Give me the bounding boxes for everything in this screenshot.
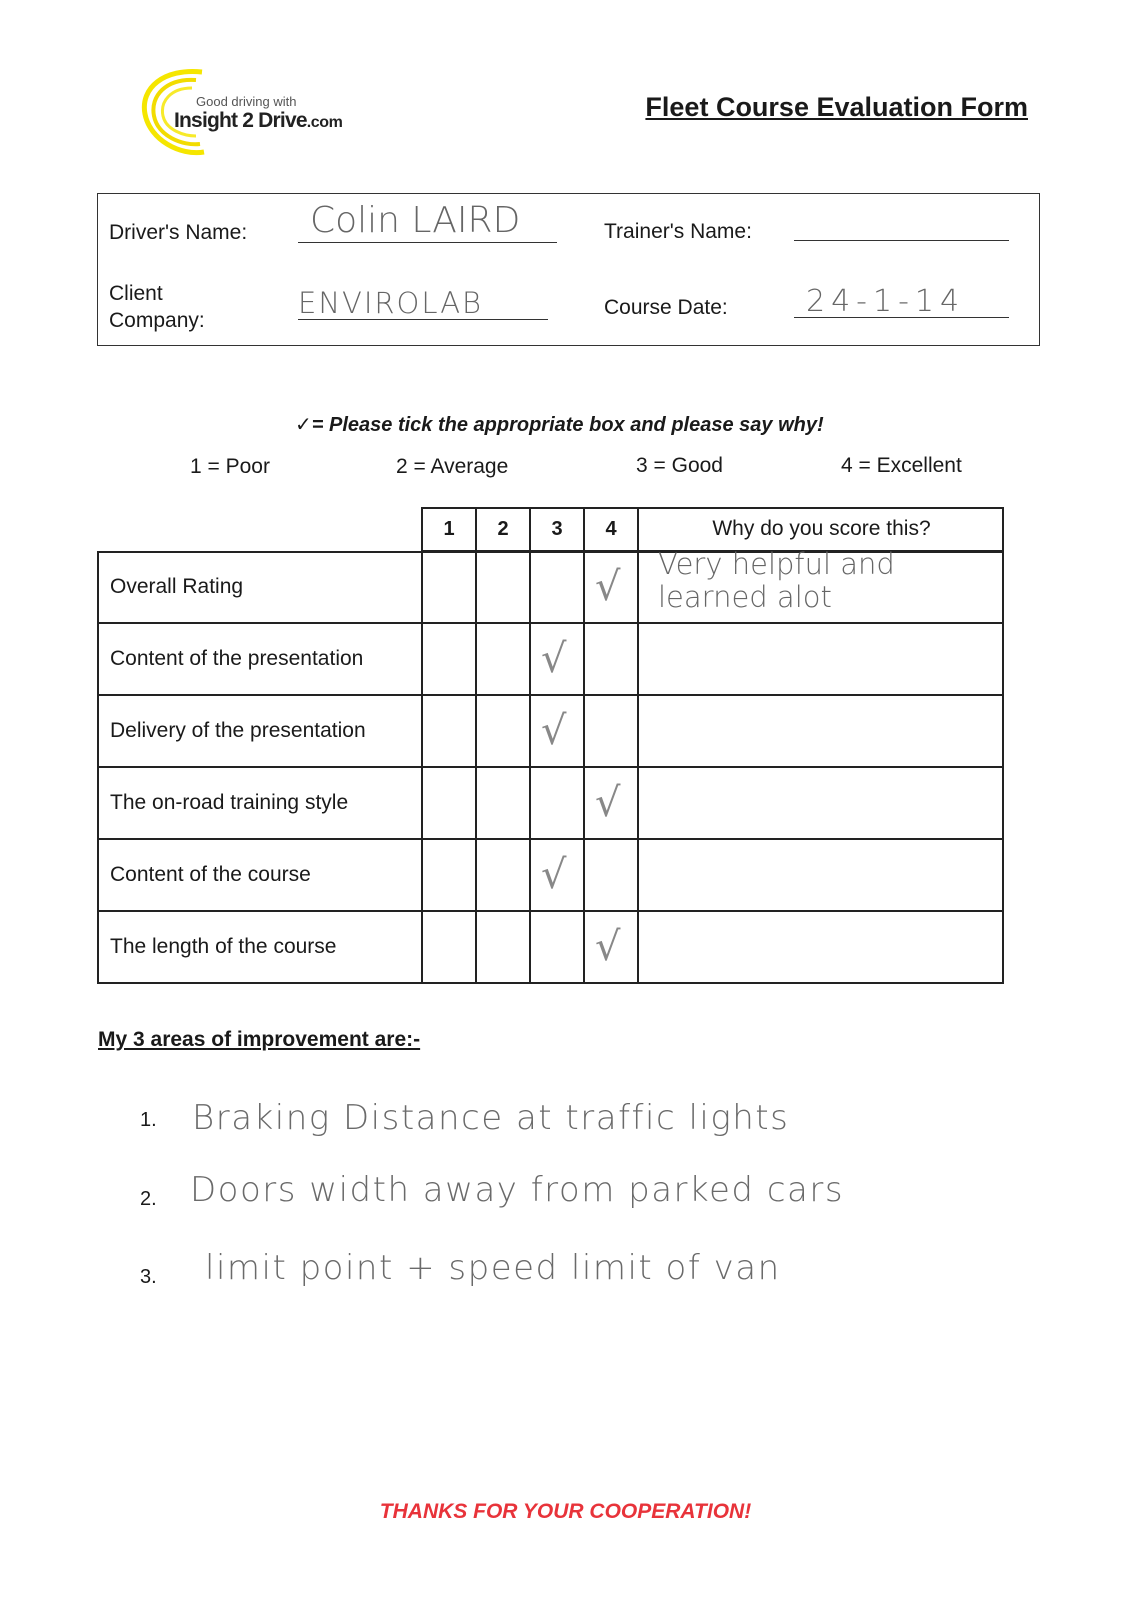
row-line-3 (97, 766, 1004, 768)
client-company-label-line1: Client (109, 282, 163, 305)
col-line-3 (583, 507, 585, 984)
driver-details-box (97, 193, 1040, 346)
score-header-2: 2 (497, 518, 509, 540)
tick-mark-row-1-col-4[interactable]: √ (595, 564, 621, 610)
row-label-overall-rating: Overall Rating (110, 575, 244, 598)
row-line-5 (97, 910, 1004, 912)
client-company-label-line2: Company: (109, 309, 205, 332)
improvement-text-2[interactable]: Doors width away from parked cars (190, 1170, 845, 1210)
improvement-text-3[interactable]: limit point + speed limit of van (205, 1248, 781, 1288)
col-line-1 (475, 507, 477, 984)
row-line-2 (97, 694, 1004, 696)
scale-excellent: 4 = Excellent (841, 454, 962, 477)
scale-average: 2 = Average (396, 455, 509, 478)
why-header: Why do you score this? (712, 517, 931, 540)
tick-instruction-text: = Please tick the appropriate box and please say why! (311, 414, 824, 436)
improvement-number-3: 3. (140, 1266, 157, 1288)
row-label-content-presentation: Content of the presentation (110, 647, 364, 670)
trainer-name-label: Trainer's Name: (604, 220, 752, 243)
improvement-text-1[interactable]: Braking Distance at traffic lights (192, 1098, 790, 1138)
tick-icon: ✓ (295, 414, 312, 436)
row-line-4 (97, 838, 1004, 840)
improvements-heading: My 3 areas of improvement are:- (98, 1028, 421, 1051)
scale-poor: 1 = Poor (190, 455, 270, 478)
improvement-number-1: 1. (140, 1109, 157, 1131)
scale-good: 3 = Good (636, 454, 723, 477)
company-logo (140, 66, 380, 156)
tick-mark-row-6-col-4[interactable]: √ (595, 924, 621, 970)
logo-brand (174, 109, 342, 133)
tick-instruction (295, 412, 824, 437)
logo-brand-tld: .com (306, 114, 343, 131)
col-line-4 (637, 507, 639, 984)
row-label-length-course: The length of the course (110, 935, 337, 958)
score-header-3: 3 (551, 518, 563, 540)
why-comment-overall-rating[interactable]: Very helpful and learned alot (658, 547, 895, 614)
tick-mark-row-3-col-3[interactable]: √ (541, 708, 567, 754)
score-header-1: 1 (443, 518, 455, 540)
logo-tagline: Good driving with (196, 94, 297, 109)
driver-name-value[interactable]: Colin LAIRD (310, 200, 521, 241)
tick-mark-row-4-col-4[interactable]: √ (595, 780, 621, 826)
course-date-label: Course Date: (604, 296, 728, 319)
improvement-number-2: 2. (140, 1188, 157, 1210)
driver-name-label: Driver's Name: (109, 221, 248, 244)
course-date-value[interactable]: 24-1-14 (806, 284, 966, 319)
form-title: Fleet Course Evaluation Form (645, 92, 1028, 122)
row-label-delivery-presentation: Delivery of the presentation (110, 719, 366, 742)
tick-mark-row-2-col-3[interactable]: √ (541, 636, 567, 682)
logo-brand-name: Insight 2 Drive (174, 109, 307, 132)
row-line-1 (97, 622, 1004, 624)
trainer-name-line (794, 240, 1009, 241)
client-company-value[interactable]: ENVIROLAB (298, 286, 484, 320)
score-header-4: 4 (605, 518, 617, 540)
row-label-content-course: Content of the course (110, 863, 311, 886)
tick-mark-row-5-col-3[interactable]: √ (541, 852, 567, 898)
row-label-on-road-training: The on-road training style (110, 791, 349, 814)
footer-thanks: THANKS FOR YOUR COOPERATION! (379, 1500, 752, 1523)
driver-name-line (298, 242, 557, 243)
col-line-2 (529, 507, 531, 984)
